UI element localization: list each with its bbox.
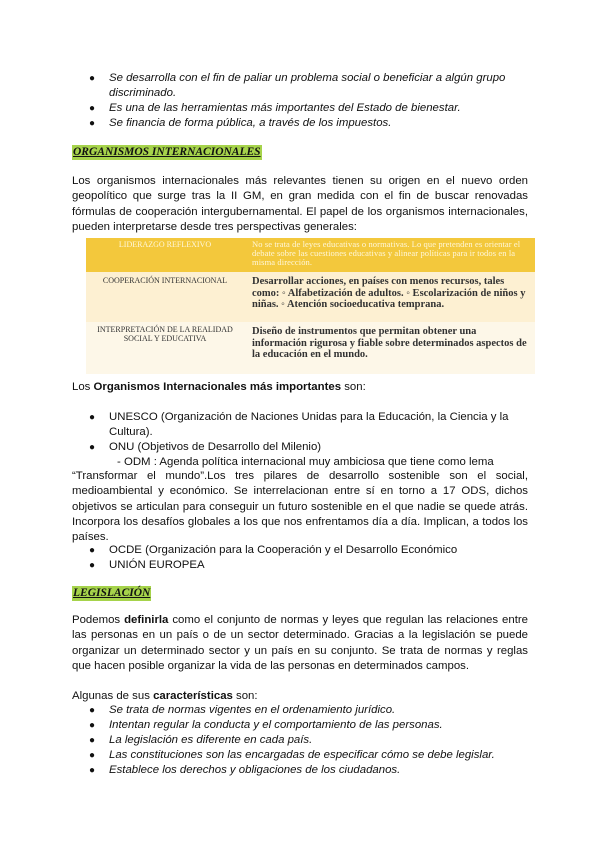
list-item: ● La legislación es diferente en cada país. [89,734,313,746]
list-item: ● UNESCO (Organización de Naciones Unidas para la Educación, la Ciencia y la Cultura). [89,411,509,438]
table-row-label: LIDERAZGO REFLEXIVO [118,240,212,249]
bullet-icon: ● [89,705,96,716]
table-row-text: Diseño de instrumentos que permitan obtener una información rigurosa y fiable sobre determinados aspectos de la educación en el mundo. [252,326,527,360]
legislacion-paragraph: Podemos definirla como el conjunto de normas y leyes que regulan las relaciones entre las personas en un país o de un sector determinado. Gracias a la legislación se puede organizar un determinado sector y un país en su conjunto. Se trata de normas y reglas que hacen posible organizar la vida de las personas en determinados campos. [72,614,528,672]
list-item: ● Las constituciones son las encargadas de especificar cómo se debe legislar. [89,749,495,761]
bullet-icon: ● [89,720,96,731]
org-bullet-list [72,410,528,455]
odm-subitem: - ODM : Agenda política internacional muy ambiciosa que tiene como lema [117,456,494,468]
table-row [86,238,535,272]
bullet-icon: ● [89,560,96,571]
section-heading-organismos: ORGANISMOS INTERNACIONALES [73,146,261,158]
bullet-icon: ● [89,750,96,761]
list-item: ● OCDE (Organización para la Cooperación y el Desarrollo Económico [89,544,458,556]
bullet-icon: ● [89,765,96,776]
list-item: ● Es una de las herramientas más importantes del Estado de bienestar. [89,102,461,114]
list-item: ● Intentan regular la conducta y el comportamiento de las personas. [89,719,443,731]
list-item: ● Se desarrolla con el fin de paliar un problema social o beneficiar a algún grupo discriminado. [89,72,506,99]
characteristics-line: Algunas de sus características son: [72,690,258,702]
list-item: ● Se financia de forma pública, a través de los impuestos. [89,117,392,129]
bullet-icon: ● [89,412,96,423]
important-orgs-line: Los Organismos Internacionales más importantes son: [72,381,366,393]
section-heading-legislacion: LEGISLACIÓN [73,587,151,599]
list-item: ● ONU (Objetivos de Desarrollo del Milenio) [89,441,322,453]
table-row [86,322,535,374]
table-row [86,272,535,322]
bullet-icon: ● [89,118,96,129]
bullet-icon: ● [89,73,96,84]
list-item: ● UNIÓN EUROPEA [89,559,205,571]
table-row-text: Desarrollar acciones, en países con menos recursos, tales como: ◦ Alfabetización de adultos. ◦ Escolarización de niños y niñas. ◦ Atención socioeducativa temprana. [252,276,526,310]
table-row-label: COOPERACIÓN INTERNACIONAL [102,276,228,285]
perspectives-table [86,238,535,374]
list-item: ● Se trata de normas vigentes en el ordenamiento jurídico. [89,704,396,716]
org-bullet-list-2 [72,543,528,573]
bullet-icon: ● [89,442,96,453]
organismos-paragraph: Los organismos internacionales más relevantes tienen su origen en el nuevo orden geopolítico que surge tras la II GM, en gran medida con el fin de buscar renovadas fórmulas de cooperación intergubernamental. El papel de los organismos internacionales, pueden interpretarse desde tres perspectivas generales: [72,175,528,233]
bullet-icon: ● [89,103,96,114]
intro-bullet-list [72,71,528,131]
table-row-text: No se trata de leyes educativas o normativas. Lo que pretenden es orientar el debate sobre las cuestiones educativas y alinear políticas para ir todos en la misma dirección. [252,239,521,267]
list-item: ● Establece los derechos y obligaciones de los ciudadanos. [89,764,401,776]
characteristics-bullet-list [72,703,528,778]
table-row-label: INTERPRETACIÓN DE LA REALIDAD SOCIAL Y EDUCATIVA [97,325,233,343]
bullet-icon: ● [89,735,96,746]
odm-paragraph: “Transformar el mundo”.Los tres pilares de desarrollo sostenible son el social, medioambiental y económico. Se interrelacionan entre sí en torno a 17 ODS, dichos objetivos se articulan para conseguir un futuro sostenible en el que nadie se quede atrás. Incorpora los desafíos globales a los que nos enfrentamos día a día. Implican, a todos los países. [72,470,528,544]
bullet-icon: ● [89,545,96,556]
